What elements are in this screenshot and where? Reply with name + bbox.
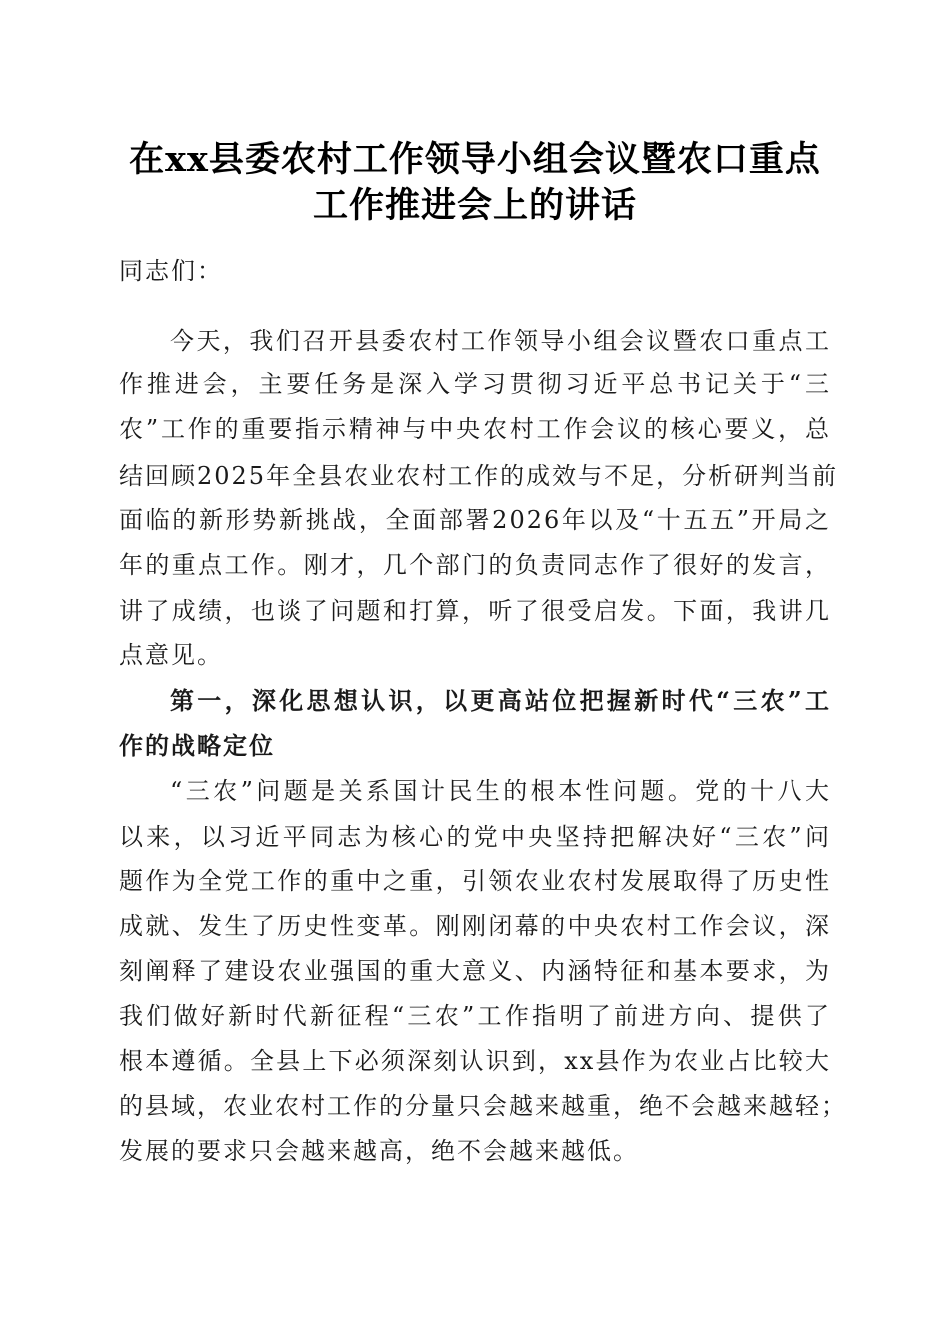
paragraph-1-line: 农”工作的重要指示精神与中央农村工作会议的核心要义，总 xyxy=(119,415,831,443)
section-heading-line: 作的战略定位 xyxy=(119,731,275,760)
paragraph-2-line: 根本遵循。全县上下必须深刻认识到，xx县作为农业占比较大 xyxy=(119,1047,831,1075)
paragraph-2-line: 的县域，农业农村工作的分量只会越来越重，绝不会越来越轻； xyxy=(119,1092,847,1120)
paragraph-2-line: 以来，以习近平同志为核心的党中央坚持把解决好“三农”问 xyxy=(119,823,831,851)
paragraph-1-line: 讲了成绩，也谈了问题和打算，听了很受启发。下面，我讲几 xyxy=(119,597,831,625)
paragraph-2-line: 我们做好新时代新征程“三农”工作指明了前进方向、提供了 xyxy=(119,1002,831,1030)
salutation: 同志们： xyxy=(119,257,223,285)
paragraph-1-line: 点意见。 xyxy=(119,641,223,669)
document-title-line-1: 在xx县委农村工作领导小组会议暨农口重点 xyxy=(129,139,821,180)
document-title-line-2: 工作推进会上的讲话 xyxy=(312,185,637,226)
section-heading-line: 第一，深化思想认识，以更高站位把握新时代“三农”工 xyxy=(170,686,831,715)
paragraph-2-line: 发展的要求只会越来越高，绝不会越来越低。 xyxy=(119,1137,639,1165)
paragraph-2-line: 刻阐释了建设农业强国的重大意义、内涵特征和基本要求，为 xyxy=(119,957,831,985)
paragraph-2-line: “三农”问题是关系国计民生的根本性问题。党的十八大 xyxy=(170,777,831,805)
paragraph-1-line: 今天，我们召开县委农村工作领导小组会议暨农口重点工 xyxy=(170,327,831,355)
paragraph-2-line: 题作为全党工作的重中之重，引领农业农村发展取得了历史性 xyxy=(119,867,831,895)
paragraph-2-line: 成就、发生了历史性变革。刚刚闭幕的中央农村工作会议，深 xyxy=(119,912,831,940)
paragraph-1-line: 结回顾2025年全县农业农村工作的成效与不足，分析研判当前 xyxy=(119,462,839,490)
paragraph-1-line: 面临的新形势新挑战，全面部署2026年以及“十五五”开局之 xyxy=(119,506,831,534)
paragraph-1-line: 作推进会，主要任务是深入学习贯彻习近平总书记关于“三 xyxy=(119,370,831,398)
paragraph-1-line: 年的重点工作。刚才，几个部门的负责同志作了很好的发言， xyxy=(119,551,831,579)
